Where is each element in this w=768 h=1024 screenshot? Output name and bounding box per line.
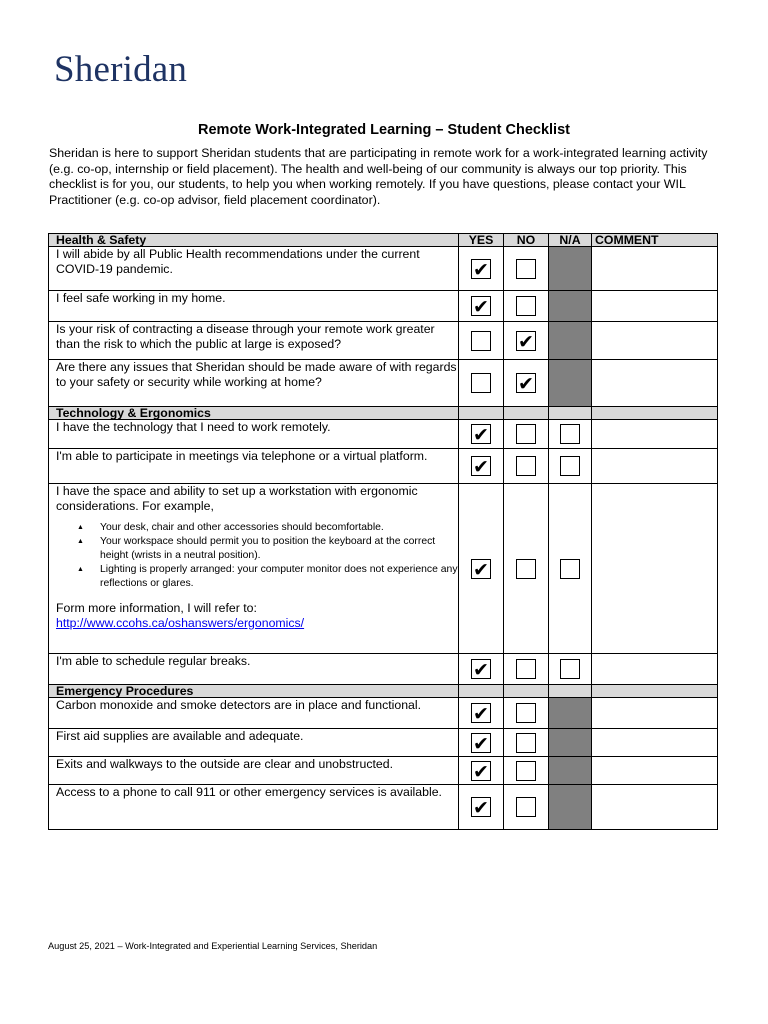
yes-checkbox[interactable]: ✔ — [471, 733, 491, 753]
checklist-row — [49, 420, 718, 449]
checklist-row — [49, 484, 718, 654]
item-text: Carbon monoxide and smoke detectors are in place and functional. — [49, 698, 459, 729]
na-cell-disabled — [549, 785, 592, 830]
yes-checkbox[interactable]: ✔ — [471, 259, 491, 279]
section-header-row — [49, 407, 718, 420]
no-checkbox[interactable] — [516, 259, 536, 279]
na-cell-disabled — [549, 698, 592, 729]
no-checkbox[interactable] — [516, 559, 536, 579]
yes-checkbox[interactable] — [471, 331, 491, 351]
section-header-row — [49, 234, 718, 247]
comment-cell[interactable] — [592, 654, 718, 685]
item-text: Are there any issues that Sheridan should be made aware of with regards to your safety or security while working at home? — [49, 360, 459, 407]
checklist-row — [49, 449, 718, 484]
yes-checkbox[interactable]: ✔ — [471, 703, 491, 723]
comment-cell[interactable] — [592, 420, 718, 449]
item-text: I have the space and ability to set up a workstation with ergonomic considerations. For example, — [56, 484, 418, 513]
intro-paragraph: Sheridan is here to support Sheridan students that are participating in remote work for a work-integrated learning activity (e.g. co-op, internship or field placement). The health and well-being of our community is always our top priority. This checklist is for you, our students, to help you when working remotely. If you have questions, please contact your WIL Practitioner (e.g. co-op advisor, field placement coordinator). — [49, 146, 708, 207]
sheridan-logo: Sheridan — [54, 49, 188, 90]
no-checkbox[interactable] — [516, 456, 536, 476]
no-checkbox[interactable] — [516, 703, 536, 723]
yes-checkbox[interactable] — [471, 373, 491, 393]
comment-cell[interactable] — [592, 449, 718, 484]
yes-checkbox[interactable]: ✔ — [471, 559, 491, 579]
comment-cell[interactable] — [592, 729, 718, 757]
comment-cell[interactable] — [592, 322, 718, 360]
checklist-row — [49, 322, 718, 360]
section-title: Emergency Procedures — [49, 685, 459, 698]
item-text: First aid supplies are available and adequate. — [49, 729, 459, 757]
item-text: I'm able to schedule regular breaks. — [49, 654, 459, 685]
na-cell-disabled — [549, 757, 592, 785]
section-header-row — [49, 685, 718, 698]
no-checkbox[interactable]: ✔ — [516, 331, 536, 351]
comment-cell[interactable] — [592, 698, 718, 729]
yes-checkbox[interactable]: ✔ — [471, 659, 491, 679]
ergonomic-bullet-list — [56, 521, 458, 591]
more-info-text: Form more information, I will refer to: — [56, 601, 257, 615]
checklist-row — [49, 247, 718, 291]
na-column-header: N/A — [549, 234, 592, 247]
item-text: Access to a phone to call 911 or other emergency services is available. — [49, 785, 459, 830]
section-title: Health & Safety — [49, 234, 459, 247]
ccohs-ergonomics-link[interactable]: http://www.ccohs.ca/oshanswers/ergonomics/ — [56, 615, 305, 630]
section-title: Technology & Ergonomics — [49, 407, 459, 420]
no-checkbox[interactable] — [516, 424, 536, 444]
comment-cell[interactable] — [592, 247, 718, 291]
item-text: I will abide by all Public Health recommendations under the current COVID-19 pandemic. — [49, 247, 459, 291]
checklist-row — [49, 291, 718, 322]
na-checkbox[interactable] — [560, 424, 580, 444]
page-title: Remote Work-Integrated Learning – Student Checklist — [198, 122, 570, 138]
yes-checkbox[interactable]: ✔ — [471, 296, 491, 316]
na-cell-disabled — [549, 729, 592, 757]
item-text: Is your risk of contracting a disease through your remote work greater than the risk to which the public at large is exposed? — [49, 322, 459, 360]
yes-checkbox[interactable]: ✔ — [471, 424, 491, 444]
yes-checkbox[interactable]: ✔ — [471, 761, 491, 781]
checklist-row — [49, 654, 718, 685]
item-text: I have the technology that I need to work remotely. — [49, 420, 459, 449]
na-cell-disabled — [549, 360, 592, 407]
no-checkbox[interactable] — [516, 761, 536, 781]
checklist-row — [49, 729, 718, 757]
na-checkbox[interactable] — [560, 456, 580, 476]
checklist-row — [49, 785, 718, 830]
bullet-item: ▲ Your desk, chair and other accessories should becomfortable. — [100, 521, 458, 535]
bullet-item: ▲ Lighting is properly arranged: your computer monitor does not experience any reflections or glares. — [100, 563, 458, 591]
comment-cell[interactable] — [592, 484, 718, 654]
comment-cell[interactable] — [592, 785, 718, 830]
no-column-header: NO — [504, 234, 549, 247]
comment-cell[interactable] — [592, 360, 718, 407]
na-checkbox[interactable] — [560, 559, 580, 579]
yes-checkbox[interactable]: ✔ — [471, 456, 491, 476]
no-checkbox[interactable] — [516, 659, 536, 679]
item-text: Exits and walkways to the outside are clear and unobstructed. — [49, 757, 459, 785]
bullet-item: ▲ Your workspace should permit you to position the keyboard at the correct height (wrists in a neutral position). — [100, 535, 458, 563]
comment-cell[interactable] — [592, 291, 718, 322]
no-checkbox[interactable] — [516, 797, 536, 817]
checklist-table — [48, 233, 718, 830]
comment-cell[interactable] — [592, 757, 718, 785]
checklist-row — [49, 757, 718, 785]
checklist-row — [49, 698, 718, 729]
item-text: I'm able to participate in meetings via telephone or a virtual platform. — [49, 449, 459, 484]
item-text: I feel safe working in my home. — [49, 291, 459, 322]
item-text-block — [49, 484, 459, 654]
na-cell-disabled — [549, 247, 592, 291]
no-checkbox[interactable]: ✔ — [516, 373, 536, 393]
yes-checkbox[interactable]: ✔ — [471, 797, 491, 817]
no-checkbox[interactable] — [516, 733, 536, 753]
page-footer: August 25, 2021 – Work-Integrated and Experiential Learning Services, Sheridan — [48, 941, 378, 951]
yes-column-header: YES — [459, 234, 504, 247]
no-checkbox[interactable] — [516, 296, 536, 316]
na-checkbox[interactable] — [560, 659, 580, 679]
na-cell-disabled — [549, 291, 592, 322]
na-cell-disabled — [549, 322, 592, 360]
comment-column-header: COMMENT — [592, 234, 718, 247]
checklist-row — [49, 360, 718, 407]
